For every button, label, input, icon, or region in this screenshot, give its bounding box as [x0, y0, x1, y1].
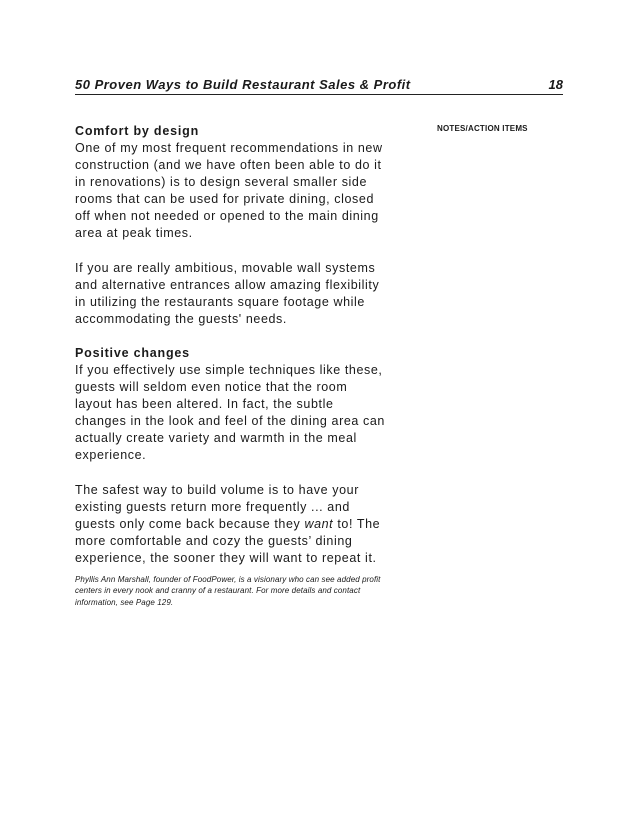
- paragraph: If you effectively use simple techniques like these, guests will seldom even notice that the room layout has been altered. In fact, the subtle changes in the look and feel of the dining area can actually create variety and warmth in the meal experience.: [75, 362, 385, 463]
- page-number: 18: [548, 77, 563, 92]
- page-header: [75, 74, 563, 95]
- closing-paragraph: [75, 482, 385, 567]
- closing-text-start: The safest way to build volume is to have your existing guests return more frequently ... and guests only come back because they: [75, 482, 359, 531]
- closing-text-end: to! The more comfortable and cozy the guests’ dining experience, the sooner they will want to repeat it.: [75, 516, 381, 565]
- paragraph: One of my most frequent recommendations in new construction (and we have often been able to do it in renovations) is to design several smaller side rooms that can be used for private dining, closed off when not needed or opened to the main dining area at peak times.: [75, 141, 383, 241]
- closing-emphasis: want: [304, 516, 334, 531]
- main-text-column: [75, 123, 385, 616]
- author-bio: Phyllis Ann Marshall, founder of FoodPower, is a visionary who can see added profit centers in every nook and cranny of a restaurant. For more details and contact information, see Page 129.: [75, 574, 381, 607]
- notes-action-items-label: NOTES/ACTION ITEMS: [437, 124, 528, 133]
- section-heading-positive-changes: Positive changes: [75, 345, 190, 360]
- running-title: 50 Proven Ways to Build Restaurant Sales & Profit: [75, 77, 411, 92]
- paragraph: If you are really ambitious, movable wall systems and alternative entrances allow amazing flexibility in utilizing the restaurants square footage while accommodating the guests' needs.: [75, 260, 380, 326]
- section-heading-comfort: Comfort by design: [75, 124, 200, 138]
